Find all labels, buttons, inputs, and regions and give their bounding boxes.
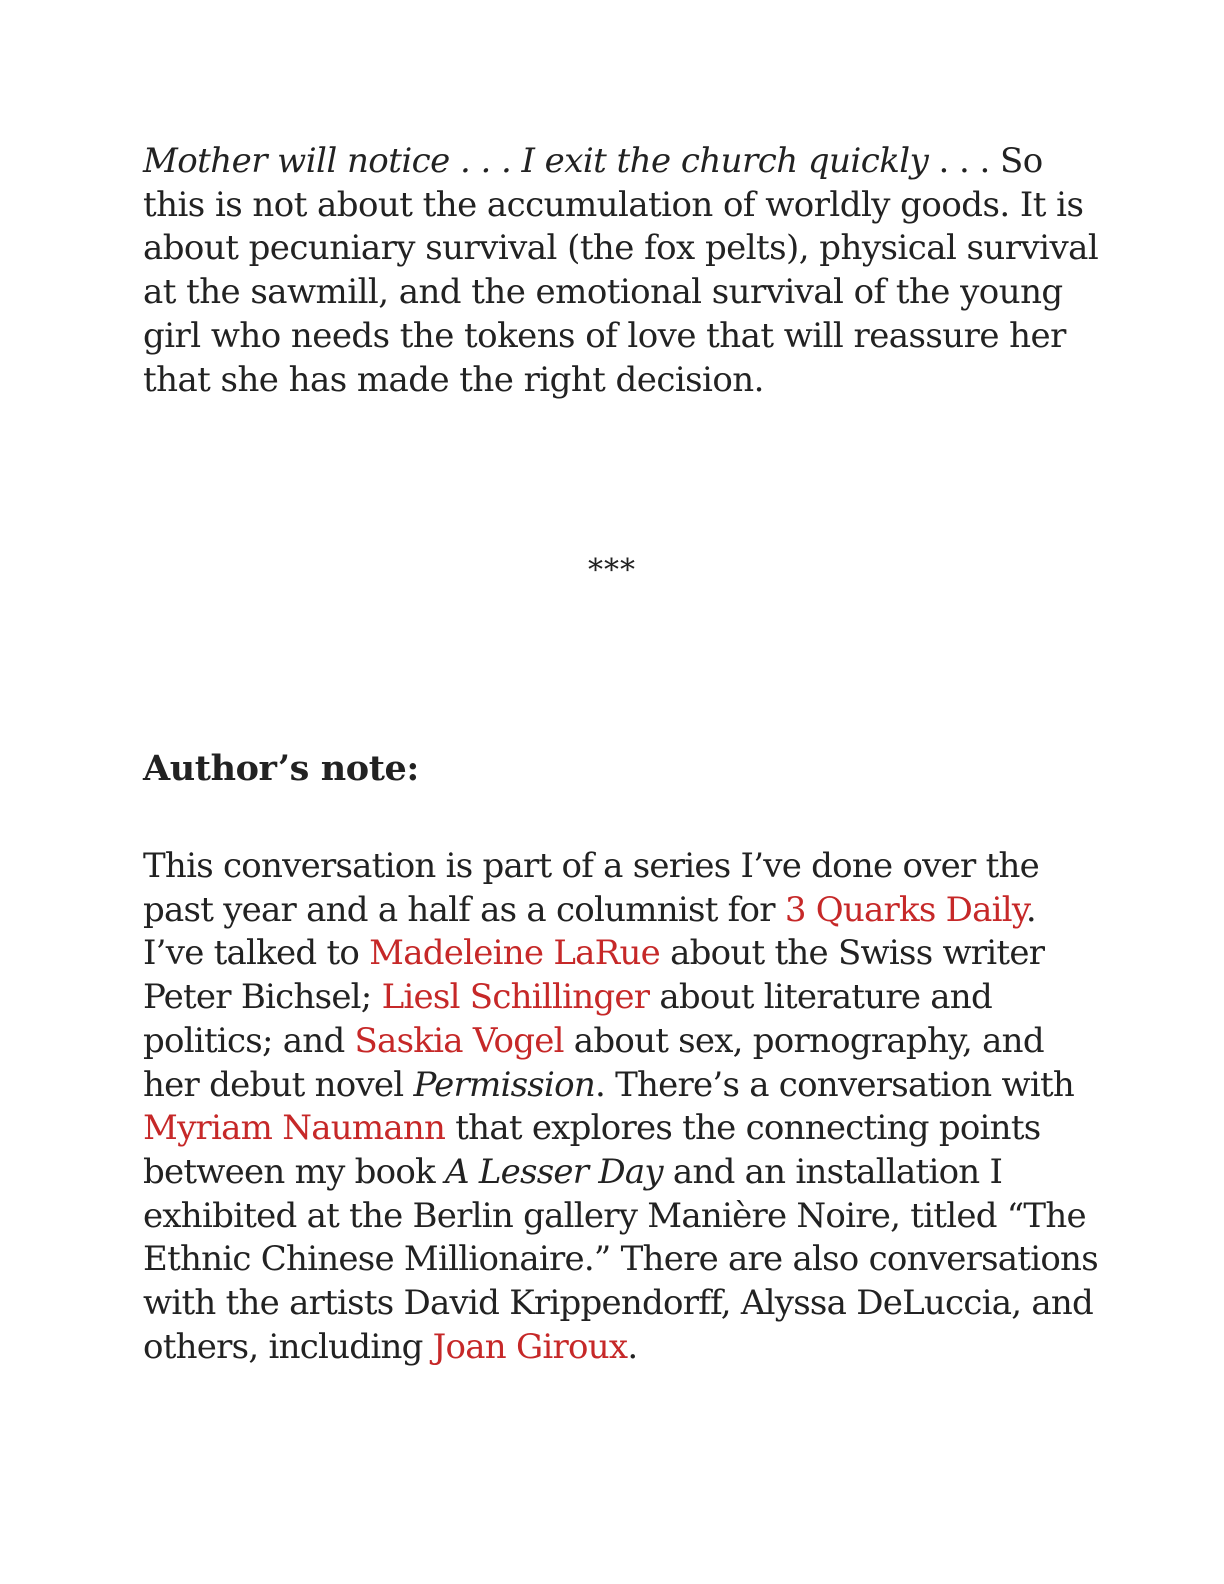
note-text: This conversation is part of a series I’ve done over the past year and a half as a columnist for: [143, 846, 1040, 930]
note-text: . I’ve talked to: [143, 889, 1036, 974]
paragraph-text: . . . So this is not about the accumulation of worldly goods. It is about pecuniary survival (the fox pelts), physical survival at the sawmill, and the emotional survival of the young girl who needs the tokens of love that will reassure her that she has made the right decision.: [143, 141, 1099, 400]
note-text: about sex, pornography, and her debut novel: [143, 1020, 1044, 1105]
note-text: about literature and politics; and: [143, 977, 992, 1061]
document-body: [143, 140, 1103, 402]
book-title-permission: Permission: [413, 1064, 595, 1105]
link-liesl-schillinger[interactable]: Liesl Schillinger: [381, 977, 650, 1018]
link-3-quarks-daily[interactable]: 3 Quarks Daily: [784, 889, 1026, 930]
link-joan-giroux[interactable]: Joan Giroux: [432, 1326, 628, 1367]
note-text: that explores the connecting points between my book: [143, 1108, 1041, 1192]
authors-note-paragraph: [143, 845, 1103, 1369]
note-text: and an installation I exhibited at the Berlin gallery Manière Noire, titled “The Ethnic Chinese Millionaire.” There are also conversations with the artists David Krippendorff, Alyssa DeLuccia, and others, including: [143, 1151, 1098, 1367]
note-text: about the Swiss writer Peter Bichsel;: [143, 933, 1045, 1018]
italic-quote: Mother will notice . . . I exit the church quickly: [143, 141, 929, 181]
note-text: . There’s a conversation with: [594, 1064, 1075, 1105]
authors-note-heading: Author’s note:: [143, 748, 419, 789]
link-myriam-naumann[interactable]: Myriam Naumann: [143, 1108, 446, 1149]
link-saskia-vogel[interactable]: Saskia Vogel: [354, 1020, 564, 1061]
note-text: .: [627, 1326, 638, 1367]
closing-paragraph: [143, 140, 1103, 402]
book-title-a-lesser-day: A Lesser Day: [444, 1151, 663, 1192]
section-separator: ***: [588, 553, 636, 588]
link-madeleine-larue[interactable]: Madeleine LaRue: [369, 933, 661, 974]
